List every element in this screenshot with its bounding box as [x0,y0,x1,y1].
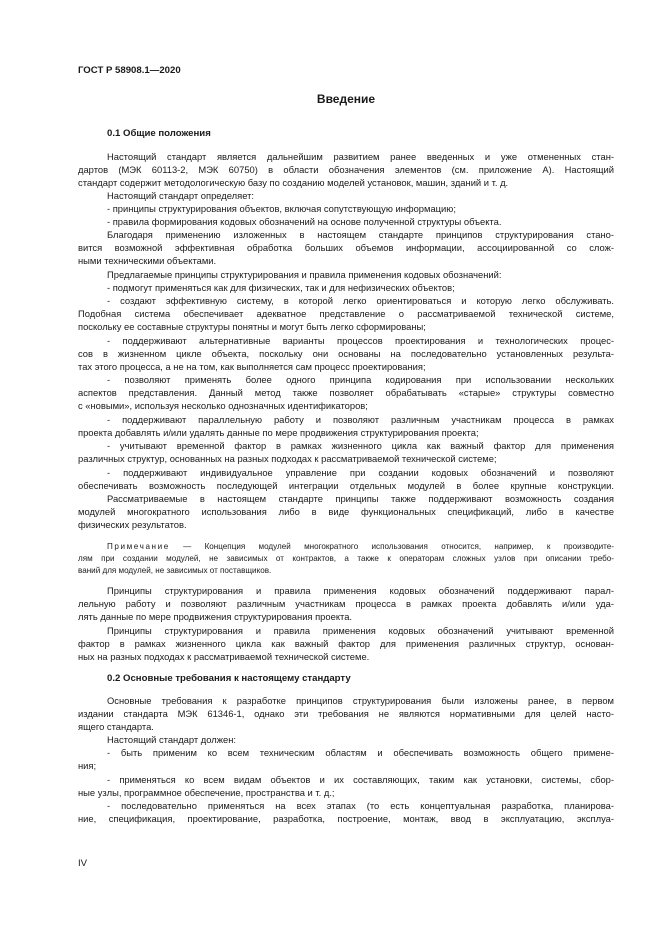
text-line: поскольку ее составные структуры понятны и могут быть легко сформированы; [78,321,426,332]
list-item: - последовательно применяться на всех этапах (то есть концептуальная разработка, планирова- [107,800,614,811]
text-line: обеспечивать возможность последующей интеграции отдельных модулей в более крупные конструкции. [78,480,614,491]
text-line: ных на разных подходах к рассматриваемой технической системе. [78,651,370,662]
note-line: лям при создании модулей, не зависимых от контрактов, а также к операторам сложных узлов при описании требо- [78,554,614,563]
text-line: ящего стандарта. [78,721,154,732]
text-line: модулей многократного использования либо в виде функциональных спецификаций, либо в качестве [78,506,614,517]
text-line: фактор в рамках жизненного цикла как важный фактор для применения различных структур, основан- [78,638,614,649]
text-line: ния; [78,760,97,771]
list-item: - принципы структурирования объектов, включая сопутствующую информацию; [107,203,456,214]
text-line: с «новыми», используя несколько однозначных идентификаторов; [78,400,368,411]
text-line: различных структур, основанных на разных подходах к рассматриваемой технической системе; [78,453,497,464]
text-line: Основные требования к разработке принципов структурирования были изложены ранее, в первом [107,695,614,706]
note-text: — Концепция модулей многократного использования относится, например, к производите- [169,542,614,551]
text-line: тах этого процесса, а не на том, как выполняется сам процесс проектирования; [78,361,426,372]
note-label: Примечание [107,542,170,551]
text-line: ные узлы, программное обеспечение, пространства и т. д.; [78,787,335,798]
section-heading-0-1: 0.1 Общие положения [107,128,211,139]
list-item: - создают эффективную систему, в которой легко ориентироваться и которую легко обслуживать. [107,295,614,306]
text-line: Принципы структурирования и правила применения кодовых обозначений поддерживают парал- [107,585,614,596]
document-code: ГОСТ Р 58908.1—2020 [78,65,181,76]
section-heading-0-2: 0.2 Основные требования к настоящему стандарту [107,673,351,684]
list-item: - применяться ко всем видам объектов и их составляющих, таким как установки, системы, сбор- [107,774,614,785]
text-line: дартов (МЭК 60113-2, МЭК 60750) в области обозначения элементов (см. приложение А). Настоящий [78,164,614,175]
text-line: Подобная система обеспечивает адекватное представление о рассматриваемой технической системе, [78,308,614,319]
note-line: ваний для модулей, не зависимых от поставщиков. [78,566,272,575]
text-line: аспектов представления. Данный метод также позволяет обрабатывать «старые» структуры совместно [78,387,614,398]
text-line: ными техническими объектами. [78,255,217,266]
text-line: ние, спецификация, проектирование, разработка, построение, монтаж, ввод в эксплуатацию, эксплуа- [78,813,614,824]
text-line: Принципы структурирования и правила применения кодовых обозначений учитывают временной [107,625,614,636]
text-line: лельную работу и позволяют различным участникам процесса в рамках проекта добавлять и/или уда- [78,598,614,609]
text-line: Настоящий стандарт должен: [107,734,237,745]
text-line: физических результатов. [78,519,187,530]
page-title: Введение [316,92,376,106]
list-item: - позволяют применять более одного принципа кодирования при использовании нескольких [107,374,614,385]
list-item: - поддерживают индивидуальное управление при создании кодовых обозначений и позволяют [107,467,614,478]
text-line: проекта добавлять и/или удалять данные по мере продвижения структурирования проекта; [78,427,479,438]
list-item: - подмогут применяться как для физических, так и для нефизических объектов; [107,282,455,293]
list-item: - правила формирования кодовых обозначений на основе полученной структуры объекта. [107,216,502,227]
text-line: Предлагаемые принципы структурирования и правила применения кодовых обозначений: [107,269,502,280]
text-line: Настоящий стандарт определяет: [107,190,255,201]
text-line: лять данные по мере продвижения структурирования проекта. [78,611,353,622]
text-line: Благодаря применению изложенных в настоящем стандарте принципов структурирования стано- [107,229,614,240]
text-line: стандарт содержит методологическую базу по созданию моделей установок, машин, зданий и т. д. [78,177,509,188]
text-line: сов в жизненном цикле объекта, поскольку они основаны на последовательно установленных результа- [78,348,614,359]
text-line: Рассматриваемые в настоящем стандарте принципы также поддерживают возможность создания [107,493,614,504]
text-line: вится возможной эффективная обработка больших объемов информации, ассоциированной со слож- [78,242,614,253]
list-item: - поддерживают параллельную работу и позволяют различным участникам процесса в рамках [107,414,614,425]
page-number: IV [78,858,88,869]
list-item: - поддерживают альтернативные варианты процессов проектирования и технологических процес- [107,335,614,346]
text-line: издании стандарта МЭК 61346-1, однако эти требования не являются нормативными для целей насто- [78,708,614,719]
list-item: - учитывают временной фактор в рамках жизненного цикла как важный фактор для применения [107,440,614,451]
list-item: - быть применим ко всем техническим областям и обеспечивать возможность общего примене- [107,747,614,758]
text-line: Настоящий стандарт является дальнейшим развитием ранее введенных и уже отмененных стан- [107,151,614,162]
